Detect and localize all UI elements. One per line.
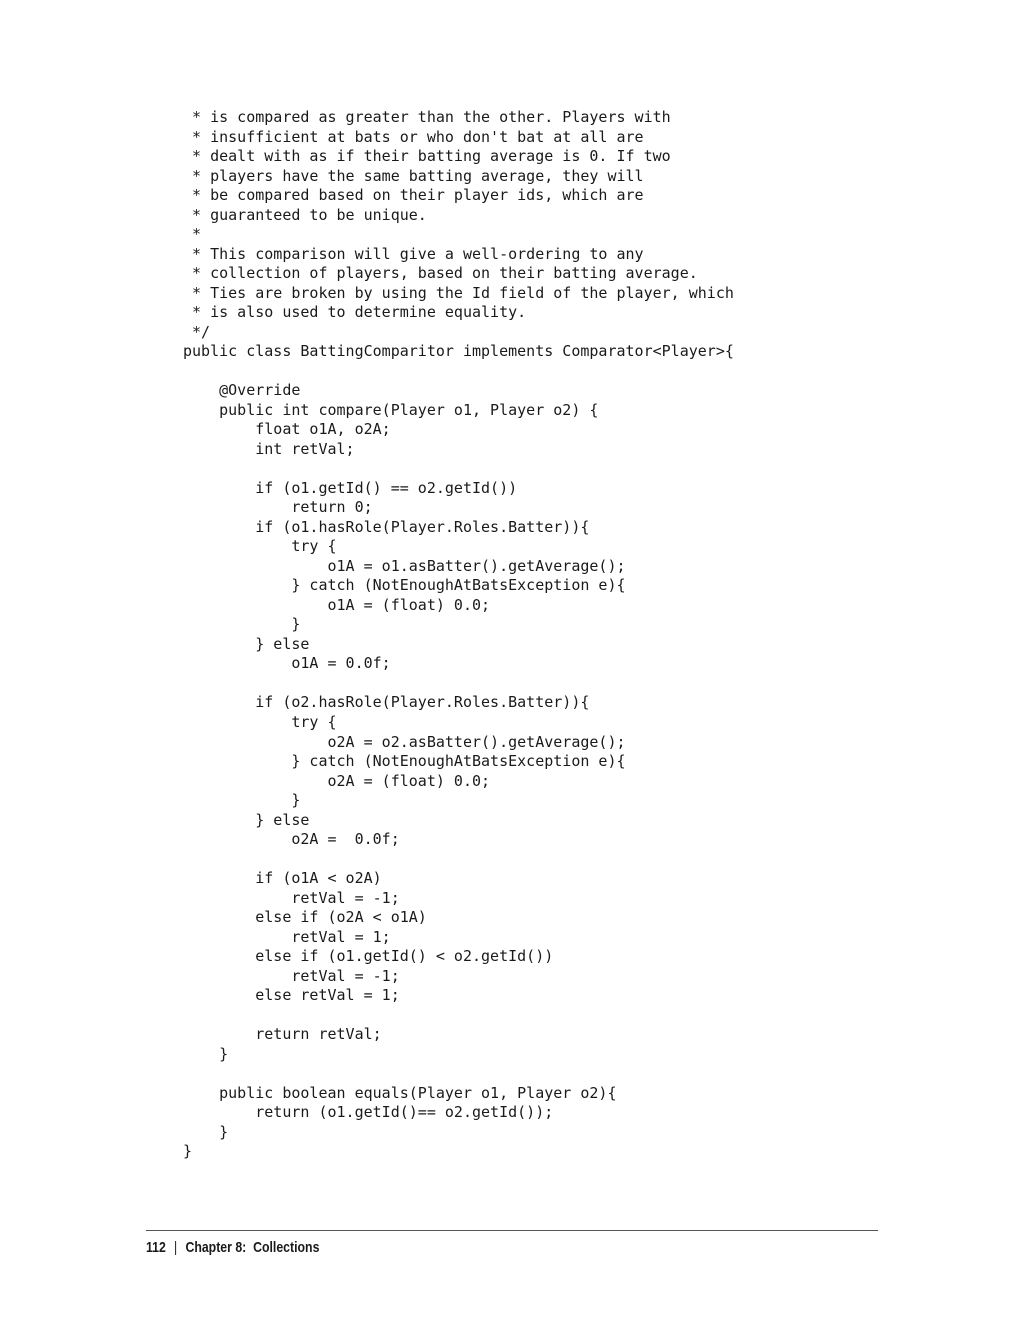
code-line: public int compare(Player o1, Player o2) { [183,400,599,419]
code-line: } catch (NotEnoughAtBatsException e){ [183,752,626,771]
code-line [183,1006,734,1026]
code-line: o1A = (float) 0.0; [183,595,491,614]
code-line: try { [183,712,337,731]
code-line: try { [183,537,337,556]
footer-separator: | [174,1239,178,1256]
code-line: int retVal; [183,439,355,458]
code-line: * is also used to determine equality. [183,303,527,322]
code-line: @Override [183,381,301,400]
code-line: o2A = o2.asBatter().getAverage(); [183,732,626,751]
code-line: public class BattingComparitor implements Comparator<Player>{ [183,342,734,361]
code-line: * be compared based on their player ids, which are [183,186,644,205]
code-line: if (o1.hasRole(Player.Roles.Batter)){ [183,517,590,536]
code-line: if (o1.getId() == o2.getId()) [183,478,518,497]
code-line: public boolean equals(Player o1, Player o2){ [183,1083,617,1102]
code-line [183,362,734,382]
page-footer [146,1239,319,1256]
code-line: o1A = 0.0f; [183,654,391,673]
code-line: } [183,1142,193,1161]
code-line: * dealt with as if their batting average is 0. If two [183,147,671,166]
code-line: return (o1.getId()== o2.getId()); [183,1103,554,1122]
code-line: } catch (NotEnoughAtBatsException e){ [183,576,626,595]
code-line: * players have the same batting average, they will [183,166,644,185]
code-line: } else [183,634,310,653]
code-line: else if (o2A < o1A) [183,908,427,927]
code-line: * insufficient at bats or who don't bat at all are [183,127,644,146]
code-line: } [183,1122,229,1141]
code-line: return retVal; [183,1025,382,1044]
code-line [183,850,734,870]
code-line: o1A = o1.asBatter().getAverage(); [183,556,626,575]
footer-rule [146,1230,878,1231]
code-line: retVal = -1; [183,966,400,985]
code-line: } [183,615,301,634]
code-line: */ [183,322,211,341]
code-line: } [183,1044,229,1063]
code-line: * collection of players, based on their batting average. [183,264,698,283]
code-line: * guaranteed to be unique. [183,205,427,224]
code-listing [183,108,734,1162]
code-line: else if (o1.getId() < o2.getId()) [183,947,554,966]
code-line [183,459,734,479]
code-line: return 0; [183,498,373,517]
code-line: else retVal = 1; [183,986,400,1005]
code-line: o2A = (float) 0.0; [183,771,491,790]
code-line: * [183,225,202,244]
code-line: * is compared as greater than the other. Players with [183,108,671,126]
chapter-title: Chapter 8: Collections [185,1239,320,1256]
code-line: * Ties are broken by using the Id field of the player, which [183,283,734,302]
code-line: } [183,791,301,810]
code-line: if (o2.hasRole(Player.Roles.Batter)){ [183,693,590,712]
code-line: if (o1A < o2A) [183,869,382,888]
code-line [183,674,734,694]
code-line [183,1064,734,1084]
code-line: o2A = 0.0f; [183,830,400,849]
code-line: retVal = -1; [183,888,400,907]
page-number: 112 [146,1239,166,1256]
code-line: } else [183,810,310,829]
code-line: retVal = 1; [183,927,391,946]
code-line: float o1A, o2A; [183,420,391,439]
code-line: * This comparison will give a well-ordering to any [183,244,644,263]
